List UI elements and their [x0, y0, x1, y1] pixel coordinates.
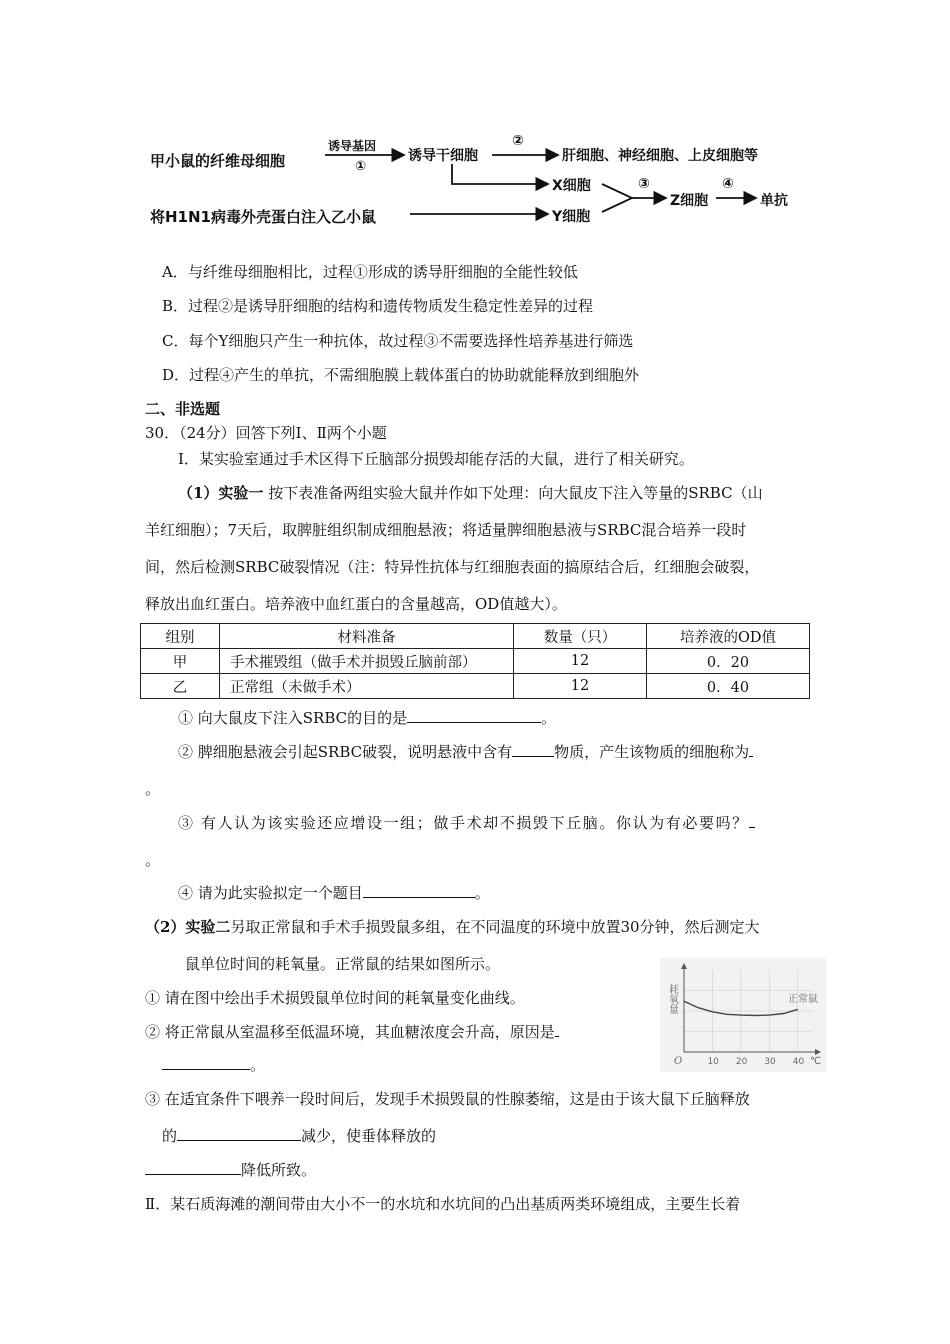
table-cell: 12	[514, 649, 647, 674]
option-d: D．过程④产生的单抗，不需细胞膜上载体蛋白的协助就能释放到细胞外	[162, 366, 640, 384]
exp2-q2	[145, 1021, 559, 1042]
exp2-q2-line2	[162, 1054, 265, 1075]
exp2-q3-text-b: 的	[162, 1127, 178, 1145]
table-header: 材料准备	[220, 624, 514, 649]
answer-blank[interactable]	[555, 1022, 559, 1037]
table-row	[141, 649, 810, 674]
answer-blank[interactable]	[177, 1126, 301, 1141]
table-cell: 0．20	[647, 649, 810, 674]
exp1-line2: 羊红细胞）；7天后，取脾脏组织制成细胞悬液；将适量脾细胞悬液与SRBC混合培养一段时	[145, 521, 747, 539]
option-a: A．与纤维母细胞相比，过程①形成的诱导肝细胞的全能性较低	[162, 263, 578, 281]
table-header: 培养液的OD值	[647, 624, 810, 649]
x-axis-unit: ℃	[810, 1056, 822, 1067]
answer-blank[interactable]	[749, 813, 755, 828]
flow-step-4: ④	[722, 176, 734, 192]
flow-step-3: ③	[638, 176, 650, 192]
arrow-x	[452, 164, 548, 184]
q1-b-text1: ② 脾细胞悬液会引起SRBC破裂，说明悬液中含有	[178, 743, 513, 761]
table-cell: 12	[514, 674, 647, 699]
flow-node-x: X细胞	[552, 178, 591, 194]
table-header-row	[141, 624, 810, 649]
exp2-q3-line2	[162, 1125, 436, 1146]
flow-start-2: 将H1N1病毒外壳蛋白注入乙小鼠	[150, 208, 376, 226]
exp2-q3-text-d: 降低所致。	[241, 1161, 317, 1179]
table-row	[141, 674, 810, 699]
part-i-intro: Ⅰ．某实验室通过手术区得下丘脑部分损毁却能存活的大鼠，进行了相关研究。	[178, 450, 694, 468]
x-tick-label: 20	[735, 1057, 748, 1067]
exp1-text1: 按下表准备两组实验大鼠并作如下处理：向大鼠皮下注入等量的SRBC（山	[268, 484, 763, 502]
q1-b-text2: 物质，产生该物质的细胞称为	[554, 743, 750, 761]
flow-node-stem: 诱导干细胞	[408, 148, 478, 164]
exp2-q2-end: 。	[250, 1056, 266, 1074]
answer-blank[interactable]	[749, 742, 753, 757]
oxygen-consumption-chart	[660, 958, 826, 1072]
chart-svg	[660, 958, 826, 1072]
flow-node-y: Y细胞	[552, 209, 591, 225]
series-label-normal: 正常鼠	[788, 994, 818, 1005]
answer-blank[interactable]	[512, 742, 554, 757]
exp1-line4: 释放出血红蛋白。培养液中血红蛋白的含量越高，OD值越大）。	[145, 595, 567, 613]
q1-d-text: ④ 请为此实验拟定一个题目	[178, 884, 363, 902]
section-heading: 二、非选题	[145, 400, 221, 418]
table-header: 数量（只）	[514, 624, 647, 649]
option-b: B．过程②是诱导肝细胞的结构和遗传物质发生稳定性差异的过程	[162, 297, 594, 315]
exp2-q2-text: ② 将正常鼠从室温移至低温环境，其血糖浓度会升高，原因是	[145, 1023, 555, 1041]
exp2-q3-line1: ③ 在适宜条件下喂养一段时间后，发现手术损毁鼠的性腺萎缩，这是由于该大鼠下丘脑释放	[145, 1090, 750, 1108]
q1-c	[178, 812, 755, 833]
flow-arrow1-label: 诱导基因	[328, 139, 377, 153]
q1-a-end: 。	[541, 709, 557, 727]
exp1-line1	[178, 482, 763, 503]
exp2-line1	[145, 916, 760, 937]
q1-d	[178, 882, 490, 903]
flow-start-1: 甲小鼠的纤维母细胞	[150, 152, 286, 170]
q1-d-end: 。	[474, 884, 490, 902]
answer-blank[interactable]	[145, 1160, 241, 1175]
flow-node-z: Z细胞	[670, 193, 709, 209]
answer-blank[interactable]	[407, 708, 541, 723]
flow-targets: 肝细胞、神经细胞、上皮细胞等	[562, 148, 758, 164]
exp2-label: （2）实验二	[145, 918, 231, 936]
table-cell: 正常组（未做手术）	[220, 674, 514, 699]
exp1-line3: 间，然后检测SRBC破裂情况（注：特异性抗体与红细胞表面的搞原结合后，红细胞会破裂，	[145, 558, 760, 576]
origin-label: O	[674, 1056, 683, 1067]
table-header: 组别	[141, 624, 220, 649]
exp2-line2: 鼠单位时间的耗氧量。正常鼠的结果如图所示。	[185, 955, 501, 973]
x-tick-label: 10	[707, 1057, 719, 1067]
y-axis-label: 耗氧量	[666, 984, 678, 1014]
exp2-q1: ① 请在图中绘出手术损毁鼠单位时间的耗氧量变化曲线。	[145, 989, 525, 1007]
option-c: C．每个Y细胞只产生一种抗体，故过程③不需要选择性培养基进行筛选	[162, 332, 634, 350]
flow-step-1: ①	[355, 159, 367, 174]
exp2-q3-line3	[145, 1159, 316, 1180]
flow-end: 单抗	[760, 193, 788, 209]
x-tick-label: 30	[764, 1057, 776, 1067]
data-table	[140, 623, 810, 699]
exp2-text1: 另取正常鼠和手术手损毁鼠多组，在不同温度的环境中放置30分钟，然后测定大	[230, 918, 760, 936]
exp1-label: （1）实验一	[178, 484, 264, 502]
flow-step-2: ②	[512, 133, 524, 149]
fusion-bracket	[602, 184, 632, 212]
q1-a	[178, 707, 556, 728]
flow-arrows	[0, 0, 950, 240]
x-tick-label: 40	[792, 1057, 805, 1067]
q1-a-text: ① 向大鼠皮下注入SRBC的目的是	[178, 709, 408, 727]
answer-blank[interactable]	[363, 883, 475, 898]
q1-c-end: 。	[145, 851, 161, 869]
q1-b-end: 。	[145, 780, 161, 798]
table-cell: 甲	[141, 649, 220, 674]
q1-c-text: ③ 有人认为该实验还应增设一组；做手术却不损毁下丘脑。你认为有必要吗？	[178, 814, 749, 832]
part-ii-intro: Ⅱ．某石质海滩的潮间带由大小不一的水坑和水坑间的凸出基质两类环境组成，主要生长着	[145, 1195, 741, 1213]
table-cell: 乙	[141, 674, 220, 699]
exp2-q3-text-c: 减少，使垂体释放的	[301, 1127, 437, 1145]
question-30: 30．（24分）回答下列Ⅰ、Ⅱ两个小题	[145, 424, 387, 442]
answer-blank[interactable]	[162, 1055, 250, 1070]
q1-b	[178, 741, 753, 762]
table-cell: 手术摧毁组（做手术并损毁丘脑前部）	[220, 649, 514, 674]
table-cell: 0．40	[647, 674, 810, 699]
